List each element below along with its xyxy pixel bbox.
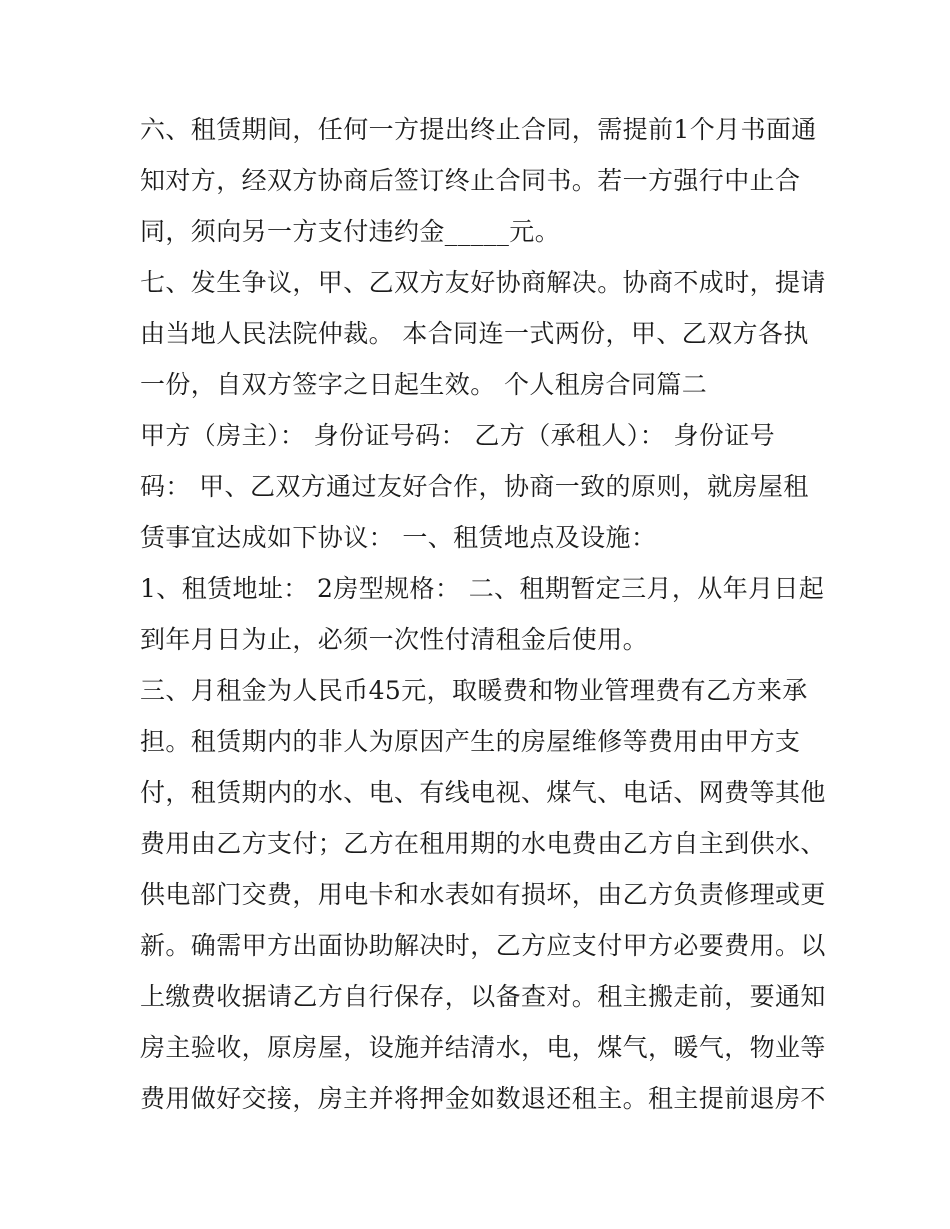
text-line: 甲方（房主）： 身份证号码： 乙方（承租人）： 身份证号 <box>140 421 776 450</box>
text-line: 新。确需甲方出面协助解决时，乙方应支付甲方必要费用。以 <box>140 931 826 960</box>
text-line: 知对方，经双方协商后签订终止合同书。若一方强行中止合 <box>140 166 801 195</box>
text-line: 付，租赁期内的水、电、有线电视、煤气、电话、网费等其他 <box>140 778 826 807</box>
text-line: 到年月日为止，必须一次性付清租金后使用。 <box>140 625 649 654</box>
text-line: 由当地人民法院仲裁。 本合同连一式两份，甲、乙双方各执 <box>140 319 809 348</box>
text-line: 六、租赁期间，任何一方提出终止合同，需提前1个月书面通 <box>140 115 817 144</box>
text-line: 担。租赁期内的非人为原因产生的房屋维修等费用由甲方支 <box>140 727 801 756</box>
text-line: 房主验收，原房屋，设施并结清水，电，煤气，暖气，物业等 <box>140 1033 826 1062</box>
text-line: 三、月租金为人民币45元，取暖费和物业管理费有乙方来承 <box>140 676 808 705</box>
text-line: 供电部门交费，用电卡和水表如有损坏，由乙方负责修理或更 <box>140 880 826 909</box>
text-line: 上缴费收据请乙方自行保存，以备查对。租主搬走前，要通知 <box>140 982 826 1011</box>
text-line: 1、租赁地址： 2房型规格： 二、租期暂定三月，从年月日起 <box>140 574 825 603</box>
text-line: 费用做好交接，房主并将押金如数退还租主。租主提前退房不 <box>140 1084 826 1113</box>
text-line: 赁事宜达成如下协议： 一、租赁地点及设施： <box>140 523 657 552</box>
text-line: 费用由乙方支付；乙方在租用期的水电费由乙方自主到供水、 <box>140 829 826 858</box>
text-line: 码： 甲、乙双方通过友好合作，协商一致的原则，就房屋租 <box>140 472 809 501</box>
text-line: 同，须向另一方支付违约金_____元。 <box>140 217 561 246</box>
text-line: 一份，自双方签字之日起生效。 个人租房合同篇二 <box>140 370 708 399</box>
text-line: 七、发生争议，甲、乙双方友好协商解决。协商不成时，提请 <box>140 268 826 297</box>
